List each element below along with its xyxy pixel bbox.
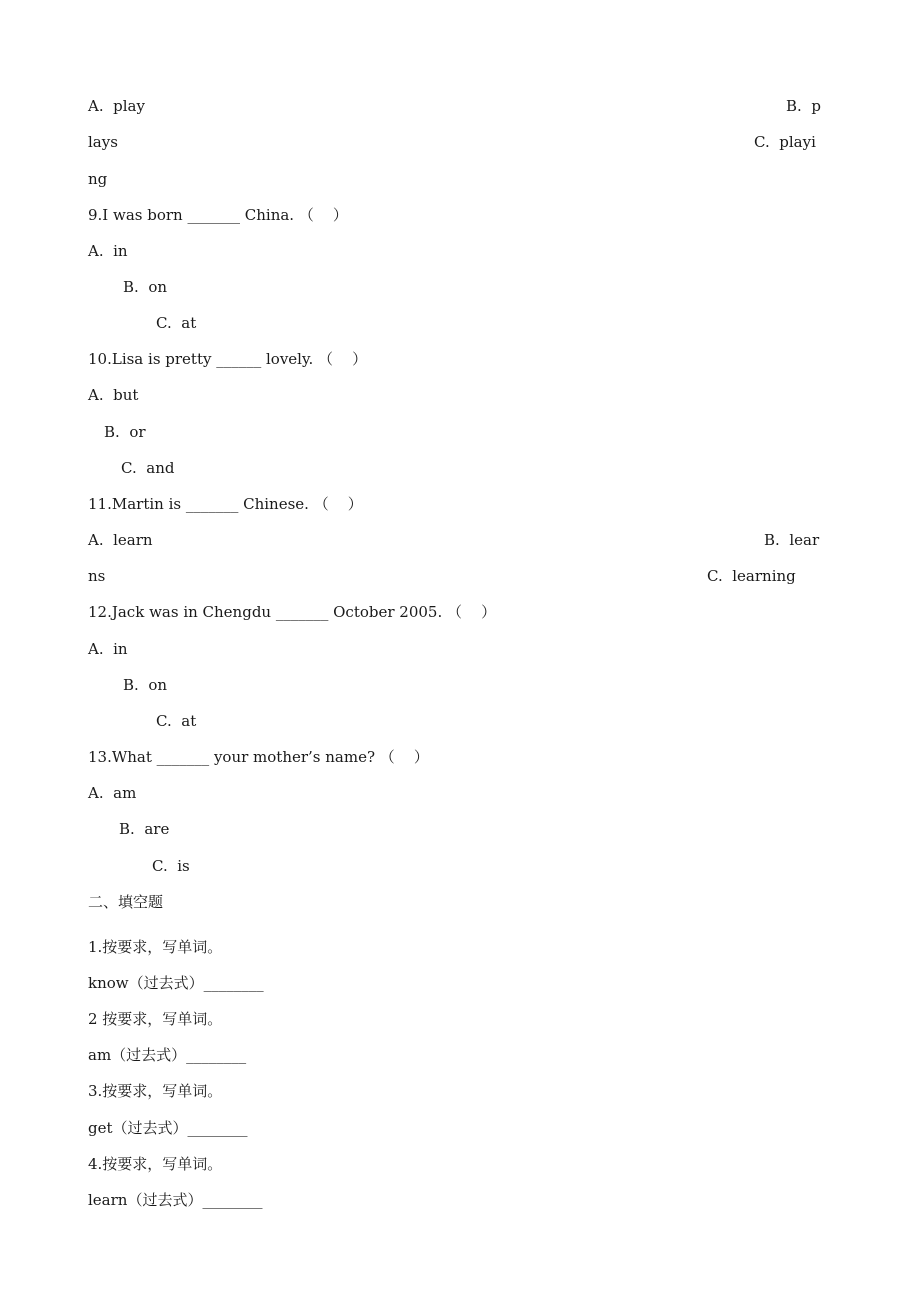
fill-4-prompt: 4.按要求，写单词。 [88,1155,223,1173]
section-2-title: 二、填空题 [88,893,164,911]
q11-option-a: A. learn [88,531,153,549]
fill-1-word: know（过去式）________ [88,974,264,992]
q11-stem: 11.Martin is _______ Chinese. （ ） [88,495,363,513]
q11-option-c: C. learning [707,567,796,585]
q9-option-a: A. in [88,242,128,260]
q9-option-c: C. at [156,314,197,332]
q12-option-b: B. on [123,676,168,694]
q13-option-a: A. am [88,784,137,802]
fill-1-prompt: 1.按要求，写单词。 [88,938,223,956]
fill-3-prompt: 3.按要求，写单词。 [88,1082,223,1100]
fill-3-word: get（过去式）________ [88,1119,248,1137]
q9-stem: 9.I was born _______ China. （ ） [88,206,348,224]
q12-stem: 12.Jack was in Chengdu _______ October 2005. （ ） [88,603,497,621]
q8-option-a: A. play [88,97,145,115]
q13-option-b: B. are [119,820,170,838]
q13-option-c: C. is [152,857,190,875]
q9-option-b: B. on [123,278,168,296]
q8-option-b-part2: lays [88,133,118,151]
q8-option-b-part1: B. p [786,97,821,115]
q11-option-b-part2: ns [88,567,106,585]
q8-option-c-part1: C. playi [754,133,816,151]
q10-option-c: C. and [121,459,175,477]
fill-4-word: learn（过去式）________ [88,1191,263,1209]
q11-option-b-part1: B. lear [764,531,820,549]
q10-option-b: B. or [104,423,146,441]
q10-option-a: A. but [88,386,139,404]
q12-option-a: A. in [88,640,128,658]
q8-option-c-part2: ng [88,170,108,188]
q12-option-c: C. at [156,712,197,730]
fill-2-prompt: 2 按要求，写单词。 [88,1010,223,1028]
q10-stem: 10.Lisa is pretty ______ lovely. （ ） [88,350,368,368]
fill-2-word: am（过去式）________ [88,1046,247,1064]
q13-stem: 13.What _______ your mother’s name? （ ） [88,748,429,766]
